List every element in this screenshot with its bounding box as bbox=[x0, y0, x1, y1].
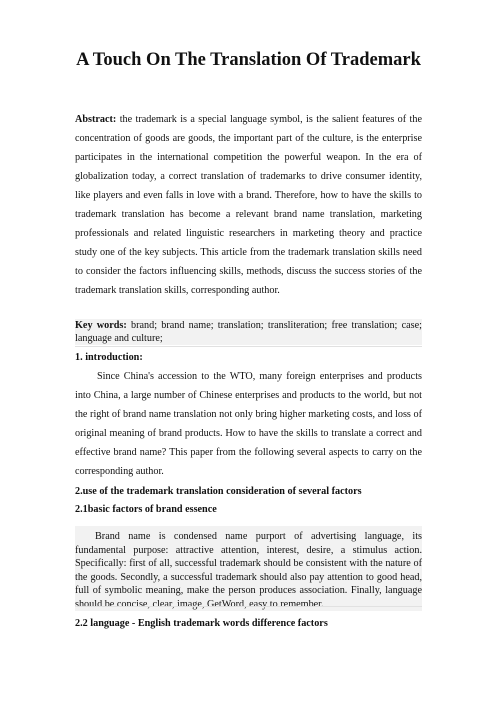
brand-essence-paragraph: Brand name is condensed name purport of advertising language, its fundamental purpose: attractive attention, interest, desire, a stimulus action. Specifically: first of all, successful trademark should be consistent with the nature of the goods. Secondly, a successful trademark should also pay attention to good head, full of symbolic meaning, make the person produces association. Finally, language should be concise, clear, image, GetWord, easy to remember. bbox=[75, 526, 422, 611]
document-title: A Touch On The Translation Of Trademark bbox=[76, 50, 421, 70]
keywords-paragraph bbox=[75, 319, 422, 345]
divider bbox=[75, 606, 422, 607]
abstract-label: Abstract: bbox=[75, 114, 117, 125]
keywords-text: brand; brand name; translation; transliteration; free translation; case; language and culture; bbox=[75, 320, 422, 344]
abstract-text: the trademark is a special language symbol, is the salient features of the concentration of goods are goods, the important part of the culture, is the enterprise participates in the international competition the powerful weapon. In the era of globalization today, a correct translation of trademarks to drive consumer identity, like players and even falls in love with a brand. Therefore, how to have the skills to trademark translation has become a relevant brand name translation, marketing professionals and related linguistic researchers in marketing theory and practice study one of the key subjects. This article from the trademark translation skills need to consider the factors influencing skills, methods, discuss the success stories of the trademark translation skills, corresponding author. bbox=[75, 114, 422, 296]
section-heading-2: 2.use of the trademark translation consideration of several factors bbox=[75, 486, 362, 497]
section-heading-introduction: 1. introduction: bbox=[75, 352, 143, 363]
section-heading-2-2: 2.2 language - English trademark words difference factors bbox=[75, 618, 328, 629]
keywords-label: Key words: bbox=[75, 320, 127, 331]
introduction-paragraph: Since China's accession to the WTO, many foreign enterprises and products into China, a large number of Chinese enterprises and products to the world, but not the right of brand name translation not only bring higher marketing costs, and loss of original meaning of brand products. How to have the skills to translate a correct and effective brand name? This paper from the following several aspects to carry on the corresponding author. bbox=[75, 371, 422, 477]
section-heading-2-1: 2.1basic factors of brand essence bbox=[75, 504, 217, 515]
abstract-paragraph bbox=[75, 110, 422, 300]
divider bbox=[75, 346, 422, 347]
